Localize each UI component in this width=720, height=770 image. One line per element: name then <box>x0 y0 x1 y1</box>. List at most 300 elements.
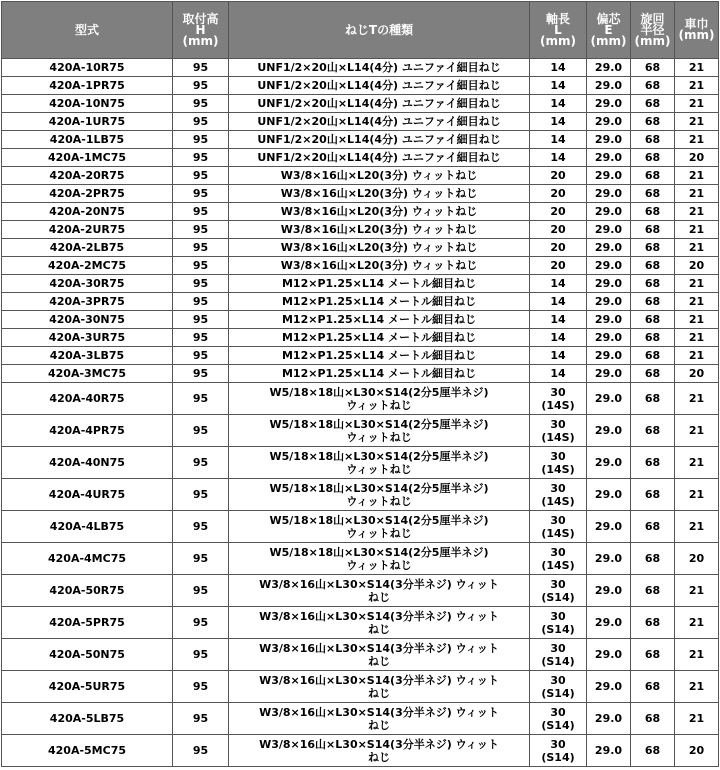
shaft-length-cell <box>530 311 587 329</box>
header-label: (mm) <box>634 33 671 48</box>
height-cell: 95 <box>173 59 229 77</box>
shaft-length-cell-line: 30 <box>550 577 566 591</box>
height-cell: 95 <box>173 203 229 221</box>
offset-cell: 29.0 <box>587 149 631 167</box>
wheel-width-cell: 21 <box>675 511 719 543</box>
model-cell: 420A-5PR75 <box>2 607 173 639</box>
shaft-length-cell-line: 20 <box>550 223 566 236</box>
header-label: 取付高 <box>182 11 219 26</box>
model-cell: 420A-5MC75 <box>2 735 173 767</box>
height-cell: 95 <box>173 329 229 347</box>
thread-type-cell <box>229 185 530 203</box>
wheel-width-cell: 21 <box>675 415 719 447</box>
height-cell: 95 <box>173 185 229 203</box>
offset-header <box>587 2 631 59</box>
shaft-length-cell-line: 20 <box>550 259 566 272</box>
table-row <box>2 185 719 203</box>
offset-cell: 29.0 <box>587 329 631 347</box>
shaft-length-cell-line: 30 <box>550 545 566 559</box>
thread-type-cell <box>229 511 530 543</box>
offset-cell: 29.0 <box>587 167 631 185</box>
model-cell: 420A-20R75 <box>2 167 173 185</box>
swivel-radius-cell: 68 <box>631 735 675 767</box>
header-label: (mm) <box>590 33 627 48</box>
height-cell: 95 <box>173 735 229 767</box>
thread-type-cell-line: M12×P1.25×L14 メートル細目ねじ <box>281 313 477 326</box>
thread-type-cell-line: W5/18×18山×L30×S14(2分5厘半ネジ) <box>269 545 489 559</box>
wheel-width-cell: 21 <box>675 347 719 365</box>
wheel-width-cell: 21 <box>675 131 719 149</box>
wheel-width-cell: 21 <box>675 275 719 293</box>
offset-cell: 29.0 <box>587 479 631 511</box>
thread-type-cell-line: UNF1/2×20山×L14(4分) ユニファイ細目ねじ <box>257 79 501 92</box>
offset-cell: 29.0 <box>587 221 631 239</box>
shaft-length-cell-line: 14 <box>550 79 566 92</box>
shaft-length-cell-line: 14 <box>550 115 566 128</box>
shaft-length-cell-line: (14S) <box>541 494 575 508</box>
shaft-length-cell-line: (S14) <box>541 654 575 668</box>
offset-cell: 29.0 <box>587 275 631 293</box>
shaft-length-cell <box>530 365 587 383</box>
header-label: ねじTの種類 <box>344 22 414 37</box>
shaft-length-cell <box>530 383 587 415</box>
height-cell: 95 <box>173 293 229 311</box>
shaft-length-cell-line: 30 <box>550 481 566 495</box>
header-label: (mm) <box>182 33 219 48</box>
thread-type-cell-line: ウィットねじ <box>346 526 412 540</box>
wheel-width-cell: 21 <box>675 59 719 77</box>
wheel-width-cell: 20 <box>675 365 719 383</box>
wheel-width-cell: 21 <box>675 203 719 221</box>
height-cell: 95 <box>173 347 229 365</box>
thread-type-cell <box>229 113 530 131</box>
height-cell: 95 <box>173 113 229 131</box>
shaft-length-cell-line: 14 <box>550 61 566 74</box>
table-header <box>2 2 719 59</box>
offset-cell: 29.0 <box>587 575 631 607</box>
swivel-radius-cell: 68 <box>631 221 675 239</box>
shaft-length-cell <box>530 149 587 167</box>
thread-type-cell <box>229 203 530 221</box>
offset-cell: 29.0 <box>587 113 631 131</box>
shaft-length-cell-line: 14 <box>550 151 566 164</box>
wheel-width-cell: 21 <box>675 221 719 239</box>
table-row <box>2 703 719 735</box>
table-row <box>2 203 719 221</box>
thread-type-cell-line: W5/18×18山×L30×S14(2分5厘半ネジ) <box>269 513 489 527</box>
thread-type-cell-line: W3/8×16山×L30×S14(3分半ネジ) ウィット <box>259 705 499 719</box>
thread-type-cell-line: W3/8×16山×L20(3分) ウィットねじ <box>280 241 478 254</box>
thread-type-cell-line: M12×P1.25×L14 メートル細目ねじ <box>281 331 477 344</box>
header-label: 旋回 <box>640 11 665 26</box>
table-row <box>2 415 719 447</box>
table-row <box>2 131 719 149</box>
header-label: E <box>604 22 613 37</box>
shaft-length-cell <box>530 415 587 447</box>
thread-type-cell <box>229 311 530 329</box>
thread-type-cell <box>229 479 530 511</box>
shaft-length-cell-line: 30 <box>550 385 566 399</box>
shaft-length-cell-line: 14 <box>550 349 566 362</box>
wheel-width-cell: 21 <box>675 607 719 639</box>
shaft-length-cell <box>530 77 587 95</box>
height-cell: 95 <box>173 95 229 113</box>
model-cell: 420A-20N75 <box>2 203 173 221</box>
swivel-radius-cell: 68 <box>631 447 675 479</box>
thread-type-cell <box>229 347 530 365</box>
swivel-radius-cell: 68 <box>631 671 675 703</box>
thread-type-cell-line: W3/8×16山×L30×S14(3分半ネジ) ウィット <box>259 641 499 655</box>
thread-type-cell-line: M12×P1.25×L14 メートル細目ねじ <box>281 367 477 380</box>
shaft-length-cell <box>530 221 587 239</box>
swivel-radius-cell: 68 <box>631 167 675 185</box>
thread-type-cell <box>229 77 530 95</box>
shaft-length-cell <box>530 671 587 703</box>
offset-cell: 29.0 <box>587 347 631 365</box>
model-cell: 420A-4UR75 <box>2 479 173 511</box>
model-cell: 420A-50R75 <box>2 575 173 607</box>
height-cell: 95 <box>173 639 229 671</box>
thread-type-cell-line: ウィットねじ <box>346 558 412 572</box>
thread-type-cell-line: W5/18×18山×L30×S14(2分5厘半ネジ) <box>269 385 489 399</box>
table-row <box>2 149 719 167</box>
shaft-length-cell-line: (14S) <box>541 398 575 412</box>
shaft-length-cell-line: 14 <box>550 277 566 290</box>
shaft-length-cell-line: (14S) <box>541 558 575 572</box>
thread-type-cell-line: W3/8×16山×L20(3分) ウィットねじ <box>280 205 478 218</box>
thread-type-cell <box>229 59 530 77</box>
model-cell: 420A-1LB75 <box>2 131 173 149</box>
shaft-length-cell <box>530 329 587 347</box>
thread-type-cell-line: ねじ <box>368 750 390 764</box>
height-cell: 95 <box>173 671 229 703</box>
wheel-width-cell: 21 <box>675 293 719 311</box>
model-cell: 420A-50N75 <box>2 639 173 671</box>
table-row <box>2 671 719 703</box>
shaft-length-cell <box>530 257 587 275</box>
shaft-length-cell <box>530 703 587 735</box>
offset-cell: 29.0 <box>587 311 631 329</box>
swivel-radius-cell: 68 <box>631 703 675 735</box>
swivel-radius-cell: 68 <box>631 543 675 575</box>
thread-type-header <box>229 2 530 59</box>
offset-cell: 29.0 <box>587 511 631 543</box>
shaft-length-cell-line: 14 <box>550 97 566 110</box>
shaft-length-cell-line: (S14) <box>541 686 575 700</box>
thread-type-cell-line: M12×P1.25×L14 メートル細目ねじ <box>281 277 477 290</box>
wheel-width-cell: 21 <box>675 77 719 95</box>
table-row <box>2 607 719 639</box>
height-cell: 95 <box>173 511 229 543</box>
model-cell: 420A-4PR75 <box>2 415 173 447</box>
model-cell: 420A-3MC75 <box>2 365 173 383</box>
shaft-length-cell-line: 30 <box>550 673 566 687</box>
header-label: 半径 <box>640 22 665 37</box>
thread-type-cell-line: W3/8×16山×L30×S14(3分半ネジ) ウィット <box>259 737 499 751</box>
shaft-length-cell <box>530 735 587 767</box>
swivel-radius-cell: 68 <box>631 415 675 447</box>
swivel-radius-cell: 68 <box>631 113 675 131</box>
wheel-width-cell: 20 <box>675 149 719 167</box>
thread-type-cell <box>229 131 530 149</box>
thread-type-cell-line: ねじ <box>368 622 390 636</box>
shaft-length-cell-line: (14S) <box>541 462 575 476</box>
shaft-length-cell <box>530 59 587 77</box>
thread-type-cell-line: W3/8×16山×L30×S14(3分半ネジ) ウィット <box>259 609 499 623</box>
thread-type-cell-line: W3/8×16山×L30×S14(3分半ネジ) ウィット <box>259 577 499 591</box>
shaft-length-cell <box>530 113 587 131</box>
shaft-length-cell-line: 20 <box>550 241 566 254</box>
header-label: H <box>195 22 206 37</box>
offset-cell: 29.0 <box>587 257 631 275</box>
model-cell: 420A-30R75 <box>2 275 173 293</box>
model-cell: 420A-2MC75 <box>2 257 173 275</box>
height-cell: 95 <box>173 383 229 415</box>
shaft-length-cell-line: (S14) <box>541 590 575 604</box>
table-row <box>2 95 719 113</box>
thread-type-cell-line: M12×P1.25×L14 メートル細目ねじ <box>281 349 477 362</box>
offset-cell: 29.0 <box>587 185 631 203</box>
offset-cell: 29.0 <box>587 543 631 575</box>
offset-cell: 29.0 <box>587 239 631 257</box>
model-header <box>2 2 173 59</box>
shaft-length-cell <box>530 275 587 293</box>
thread-type-cell-line: ねじ <box>368 654 390 668</box>
wheel-width-cell: 21 <box>675 311 719 329</box>
thread-type-cell-line: UNF1/2×20山×L14(4分) ユニファイ細目ねじ <box>257 115 501 128</box>
thread-type-cell <box>229 543 530 575</box>
model-cell: 420A-40R75 <box>2 383 173 415</box>
shaft-length-cell-line: 30 <box>550 609 566 623</box>
wheel-width-cell: 21 <box>675 575 719 607</box>
shaft-length-cell-line: 30 <box>550 641 566 655</box>
table-row <box>2 293 719 311</box>
thread-type-cell <box>229 149 530 167</box>
shaft-length-cell-line: (S14) <box>541 750 575 764</box>
height-cell: 95 <box>173 275 229 293</box>
model-cell: 420A-4MC75 <box>2 543 173 575</box>
thread-type-cell-line: M12×P1.25×L14 メートル細目ねじ <box>281 295 477 308</box>
height-cell: 95 <box>173 415 229 447</box>
table-row <box>2 347 719 365</box>
swivel-radius-cell: 68 <box>631 511 675 543</box>
swivel-radius-cell: 68 <box>631 77 675 95</box>
table-row <box>2 511 719 543</box>
thread-type-cell-line: W5/18×18山×L30×S14(2分5厘半ネジ) <box>269 449 489 463</box>
model-cell: 420A-2UR75 <box>2 221 173 239</box>
thread-type-cell <box>229 447 530 479</box>
thread-type-cell <box>229 671 530 703</box>
table-row <box>2 383 719 415</box>
model-cell: 420A-4LB75 <box>2 511 173 543</box>
wheel-width-cell: 21 <box>675 95 719 113</box>
header-label: 型式 <box>74 22 99 37</box>
thread-type-cell <box>229 239 530 257</box>
thread-type-cell <box>229 639 530 671</box>
model-cell: 420A-30N75 <box>2 311 173 329</box>
shaft-length-cell <box>530 479 587 511</box>
swivel-radius-cell: 68 <box>631 149 675 167</box>
swivel-radius-cell: 68 <box>631 347 675 365</box>
offset-cell: 29.0 <box>587 639 631 671</box>
thread-type-cell-line: ウィットねじ <box>346 430 412 444</box>
height-header <box>173 2 229 59</box>
wheel-width-cell: 21 <box>675 113 719 131</box>
thread-type-cell <box>229 607 530 639</box>
table-row <box>2 447 719 479</box>
thread-type-cell-line: ねじ <box>368 686 390 700</box>
shaft-length-cell-line: 14 <box>550 295 566 308</box>
table-row <box>2 239 719 257</box>
shaft-length-cell <box>530 347 587 365</box>
swivel-radius-cell: 68 <box>631 95 675 113</box>
height-cell: 95 <box>173 257 229 275</box>
shaft-length-cell <box>530 167 587 185</box>
model-cell: 420A-40N75 <box>2 447 173 479</box>
swivel-radius-cell: 68 <box>631 365 675 383</box>
offset-cell: 29.0 <box>587 95 631 113</box>
thread-type-cell-line: W5/18×18山×L30×S14(2分5厘半ネジ) <box>269 417 489 431</box>
header-row <box>2 2 719 59</box>
height-cell: 95 <box>173 167 229 185</box>
wheel-width-cell: 21 <box>675 703 719 735</box>
table-row <box>2 479 719 511</box>
swivel-radius-cell: 68 <box>631 257 675 275</box>
shaft-length-cell-line: (S14) <box>541 622 575 636</box>
shaft-length-cell-line: 30 <box>550 513 566 527</box>
offset-cell: 29.0 <box>587 735 631 767</box>
shaft-length-cell-line: 14 <box>550 313 566 326</box>
thread-type-cell-line: W5/18×18山×L30×S14(2分5厘半ネジ) <box>269 481 489 495</box>
wheel-width-header <box>675 2 719 59</box>
swivel-radius-cell: 68 <box>631 311 675 329</box>
offset-cell: 29.0 <box>587 383 631 415</box>
thread-type-cell-line: W3/8×16山×L20(3分) ウィットねじ <box>280 259 478 272</box>
swivel-radius-cell: 68 <box>631 59 675 77</box>
header-label: (mm) <box>540 33 576 48</box>
thread-type-cell <box>229 575 530 607</box>
shaft-length-cell-line: 30 <box>550 449 566 463</box>
offset-cell: 29.0 <box>587 131 631 149</box>
swivel-radius-cell: 68 <box>631 293 675 311</box>
shaft-length-cell-line: 20 <box>550 187 566 200</box>
wheel-width-cell: 21 <box>675 671 719 703</box>
height-cell: 95 <box>173 239 229 257</box>
table-row <box>2 257 719 275</box>
model-cell: 420A-3LB75 <box>2 347 173 365</box>
thread-type-cell <box>229 221 530 239</box>
thread-type-cell <box>229 275 530 293</box>
swivel-radius-cell: 68 <box>631 239 675 257</box>
header-label: 軸長 <box>545 11 570 26</box>
height-cell: 95 <box>173 131 229 149</box>
header-label: L <box>554 22 562 37</box>
swivel-radius-header <box>631 2 675 59</box>
offset-cell: 29.0 <box>587 365 631 383</box>
height-cell: 95 <box>173 311 229 329</box>
thread-type-cell <box>229 735 530 767</box>
offset-cell: 29.0 <box>587 77 631 95</box>
swivel-radius-cell: 68 <box>631 275 675 293</box>
swivel-radius-cell: 68 <box>631 329 675 347</box>
table-row <box>2 77 719 95</box>
wheel-width-cell: 20 <box>675 543 719 575</box>
model-cell: 420A-1PR75 <box>2 77 173 95</box>
thread-type-cell-line: ウィットねじ <box>346 398 412 412</box>
offset-cell: 29.0 <box>587 447 631 479</box>
table-row <box>2 221 719 239</box>
shaft-length-cell-line: 14 <box>550 367 566 380</box>
wheel-width-cell: 20 <box>675 257 719 275</box>
table-row <box>2 365 719 383</box>
offset-cell: 29.0 <box>587 293 631 311</box>
thread-type-cell <box>229 365 530 383</box>
thread-type-cell-line: UNF1/2×20山×L14(4分) ユニファイ細目ねじ <box>257 97 501 110</box>
offset-cell: 29.0 <box>587 415 631 447</box>
thread-type-cell <box>229 703 530 735</box>
wheel-width-cell: 21 <box>675 167 719 185</box>
model-cell: 420A-1MC75 <box>2 149 173 167</box>
wheel-width-cell: 21 <box>675 329 719 347</box>
model-cell: 420A-1UR75 <box>2 113 173 131</box>
thread-type-cell-line: W3/8×16山×L20(3分) ウィットねじ <box>280 169 478 182</box>
shaft-length-cell-line: 20 <box>550 169 566 182</box>
height-cell: 95 <box>173 703 229 735</box>
shaft-length-cell <box>530 543 587 575</box>
thread-type-cell-line: W3/8×16山×L20(3分) ウィットねじ <box>280 223 478 236</box>
swivel-radius-cell: 68 <box>631 607 675 639</box>
table-row <box>2 167 719 185</box>
thread-type-cell-line: ウィットねじ <box>346 494 412 508</box>
model-cell: 420A-3PR75 <box>2 293 173 311</box>
offset-cell: 29.0 <box>587 671 631 703</box>
height-cell: 95 <box>173 543 229 575</box>
model-cell: 420A-10N75 <box>2 95 173 113</box>
thread-type-cell-line: ねじ <box>368 590 390 604</box>
model-cell: 420A-3UR75 <box>2 329 173 347</box>
shaft-length-cell-line: 14 <box>550 331 566 344</box>
shaft-length-cell-line: 30 <box>550 705 566 719</box>
shaft-length-cell-line: 14 <box>550 133 566 146</box>
thread-type-cell <box>229 257 530 275</box>
shaft-length-cell <box>530 639 587 671</box>
header-label: 車巾 <box>684 17 709 31</box>
thread-type-cell <box>229 293 530 311</box>
model-cell: 420A-5LB75 <box>2 703 173 735</box>
shaft-length-cell <box>530 95 587 113</box>
thread-type-cell-line: ねじ <box>368 718 390 732</box>
shaft-length-cell-line: (S14) <box>541 718 575 732</box>
shaft-length-cell <box>530 203 587 221</box>
wheel-width-cell: 21 <box>675 479 719 511</box>
shaft-length-cell-line: 30 <box>550 417 566 431</box>
table-row <box>2 639 719 671</box>
wheel-width-cell: 21 <box>675 383 719 415</box>
shaft-length-cell-line: (14S) <box>541 430 575 444</box>
thread-type-cell <box>229 167 530 185</box>
table-row <box>2 575 719 607</box>
table-row <box>2 275 719 293</box>
wheel-width-cell: 21 <box>675 239 719 257</box>
height-cell: 95 <box>173 607 229 639</box>
thread-type-cell-line: UNF1/2×20山×L14(4分) ユニファイ細目ねじ <box>257 61 501 74</box>
thread-type-cell <box>229 383 530 415</box>
shaft-length-cell <box>530 293 587 311</box>
shaft-length-cell <box>530 607 587 639</box>
table-row <box>2 735 719 767</box>
thread-type-cell-line: UNF1/2×20山×L14(4分) ユニファイ細目ねじ <box>257 133 501 146</box>
table-row <box>2 311 719 329</box>
